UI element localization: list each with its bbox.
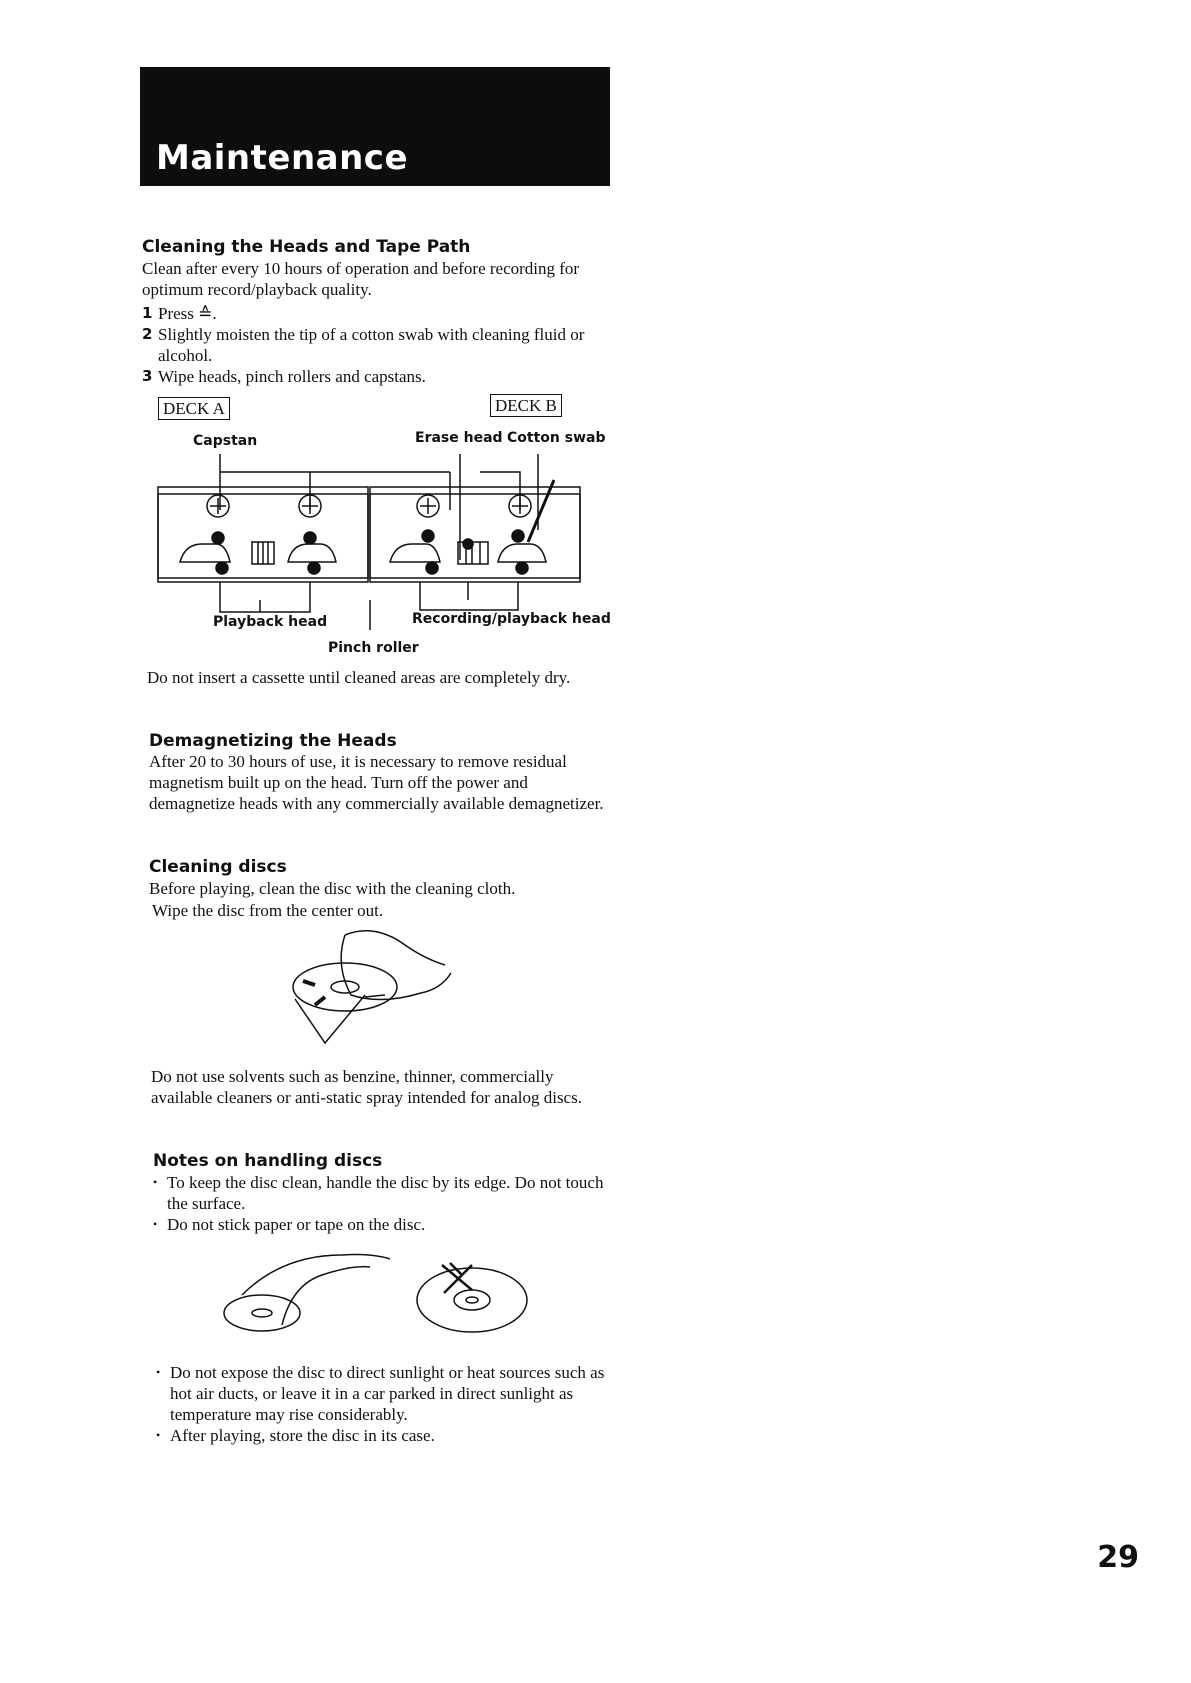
- step-text: Press ≙.: [158, 304, 217, 323]
- handling-bullets-bottom: [156, 1362, 618, 1446]
- label-recording-playback-head: Recording/playback head: [412, 611, 611, 627]
- section-heading-cleaning-discs: Cleaning discs: [149, 857, 287, 877]
- label-erase-head: Erase head: [415, 430, 503, 446]
- title-banner: [140, 67, 610, 186]
- step-text: Slightly moisten the tip of a cotton swab with cleaning fluid or alcohol.: [158, 325, 585, 365]
- step-1: [142, 303, 612, 324]
- section-heading-cleaning-heads: Cleaning the Heads and Tape Path: [142, 237, 471, 257]
- handling-bullets-top: [153, 1172, 615, 1235]
- list-item: • To keep the disc clean, handle the disc by its edge. Do not touch the surface.: [153, 1172, 615, 1214]
- section-heading-demagnetizing: Demagnetizing the Heads: [149, 731, 397, 751]
- label-pinch-roller: Pinch roller: [328, 640, 419, 656]
- disc-handling-illustration: [222, 1245, 534, 1340]
- cleaning-discs-line-1: Before playing, clean the disc with the cleaning cloth.: [149, 879, 516, 898]
- label-playback-head: Playback head: [213, 614, 328, 630]
- disc-cleaning-illustration: [285, 925, 455, 1045]
- tape-deck-diagram: [150, 450, 590, 615]
- deck-b-label: DECK B: [490, 394, 562, 417]
- cleaning-steps: [142, 303, 612, 387]
- label-cotton-swab: Cotton swab: [507, 430, 606, 446]
- page-number: 29: [1097, 1540, 1139, 1575]
- cleaning-intro: Clean after every 10 hours of operation and before recording for optimum record/playback quality.: [142, 259, 580, 299]
- section-heading-handling-discs: Notes on handling discs: [153, 1151, 383, 1171]
- demagnetizing-text: After 20 to 30 hours of use, it is necessary to remove residual magnetism built up on the head. Turn off the power and demagnetize heads with any commercially available demagnetizer.: [149, 752, 604, 813]
- solvents-note: Do not use solvents such as benzine, thinner, commercially available cleaners or anti-static spray intended for analog discs.: [151, 1067, 582, 1107]
- deck-a-label: DECK A: [158, 397, 230, 420]
- step-text: Wipe heads, pinch rollers and capstans.: [158, 367, 426, 386]
- page-title: Maintenance: [156, 138, 409, 178]
- cleaning-discs-line-2: Wipe the disc from the center out.: [152, 901, 384, 920]
- step-3: [142, 366, 612, 387]
- label-capstan: Capstan: [193, 433, 258, 449]
- list-item: • Do not stick paper or tape on the disc.: [153, 1214, 615, 1235]
- step-number: 3: [142, 367, 153, 385]
- list-item: • After playing, store the disc in its case.: [156, 1425, 618, 1446]
- list-item: • Do not expose the disc to direct sunlight or heat sources such as hot air ducts, or leave it in a car parked in direct sunlight as temperature may rise considerably.: [156, 1362, 618, 1425]
- step-number: 1: [142, 304, 153, 322]
- step-number: 2: [142, 325, 153, 343]
- dry-note: Do not insert a cassette until cleaned areas are completely dry.: [147, 668, 571, 687]
- step-2: [142, 324, 612, 366]
